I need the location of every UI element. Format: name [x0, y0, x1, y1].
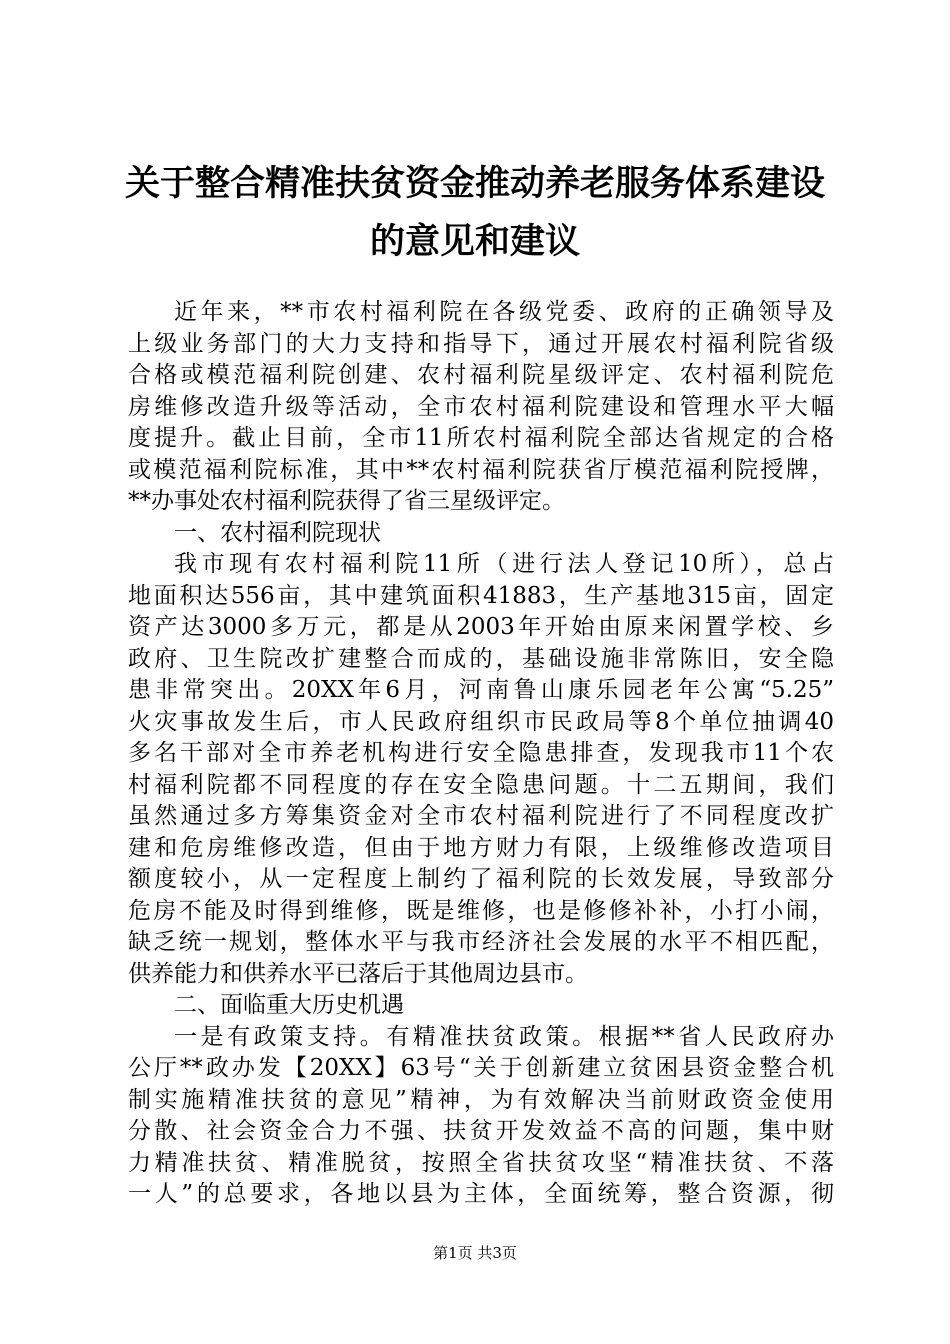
- section-heading: [128, 990, 834, 1022]
- text-line: 资产达3000多万元，都是从2003年开始由原来闲置学校、乡: [128, 614, 834, 640]
- page-footer: 第1页 共3页: [433, 1244, 517, 1262]
- text-line: 房维修改造升级等活动，全市农村福利院建设和管理水平大幅: [128, 393, 834, 420]
- text-line: 上级业务部门的大力支持和指导下，通过开展农村福利院省级: [128, 330, 834, 357]
- document-body: [128, 297, 834, 1211]
- paragraph: [128, 297, 834, 518]
- text-line: 一、农村福利院现状: [174, 519, 381, 546]
- text-line: 危房不能及时得到维修，既是维修，也是修修补补，小打小闹，: [128, 897, 834, 924]
- text-line: 多名干部对全市养老机构进行安全隐患排查，发现我市11个农: [128, 740, 834, 766]
- text-line: 合格或模范福利院创建、农村福利院星级评定、农村福利院危: [128, 362, 834, 388]
- section-heading: [128, 518, 834, 550]
- document-title: [110, 155, 840, 271]
- text-line: 我市现有农村福利院11所（进行法人登记10所），总占: [174, 551, 834, 577]
- text-line: 村福利院都不同程度的存在安全隐患问题。十二五期间，我们: [128, 771, 834, 798]
- text-line: 近年来，**市农村福利院在各级党委、政府的正确领导及: [174, 299, 834, 325]
- text-line: 公厅**政办发【20XX】63号“关于创新建立贫困县资金整合机: [128, 1055, 834, 1081]
- paragraph: [128, 1022, 834, 1211]
- title-line-1: 关于整合精准扶贫资金推动养老服务体系建设: [124, 163, 825, 204]
- text-line: 一是有政策支持。有精准扶贫政策。根据**省人民政府办: [174, 1023, 834, 1050]
- text-line: 力精准扶贫、精准脱贫，按照全省扶贫攻坚“精准扶贫、不落: [128, 1149, 834, 1176]
- text-line: 患非常突出。20XX年6月，河南鲁山康乐园老年公寓“5.25”: [128, 677, 834, 703]
- text-line: 度提升。截止目前，全市11所农村福利院全部达省规定的合格: [128, 425, 834, 451]
- text-line: 政府、卫生院改扩建整合而成的，基础设施非常陈旧，安全隐: [128, 645, 834, 672]
- text-line: 一人”的总要求，各地以县为主体，全面统筹，整合资源，彻: [128, 1181, 834, 1207]
- text-line: 额度较小，从一定程度上制约了福利院的长效发展，导致部分: [128, 866, 834, 892]
- text-line: 缺乏统一规划，整体水平与我市经济社会发展的水平不相匹配，: [128, 929, 834, 955]
- text-line: 或模范福利院标准，其中**农村福利院获省厅模范福利院授牌，: [128, 456, 834, 483]
- title-line-2: 的意见和建议: [369, 221, 580, 262]
- text-line: 制实施精准扶贫的意见”精神，为有效解决当前财政资金使用: [128, 1086, 834, 1113]
- text-line: 供养能力和供养水平已落后于其他周边县市。: [128, 960, 588, 987]
- text-line: 分散、社会资金合力不强、扶贫开发效益不高的问题，集中财: [128, 1118, 834, 1144]
- text-line: **办事处农村福利院获得了省三星级评定。: [128, 488, 565, 514]
- text-line: 地面积达556亩，其中建筑面积41883，生产基地315亩，固定: [128, 582, 834, 609]
- text-line: 虽然通过多方筹集资金对全市农村福利院进行了不同程度改扩: [128, 803, 834, 829]
- text-line: 二、面临重大历史机遇: [174, 992, 404, 1018]
- text-line: 火灾事故发生后，市人民政府组织市民政局等8个单位抽调40: [128, 708, 834, 735]
- text-line: 建和危房维修改造，但由于地方财力有限，上级维修改造项目: [128, 834, 834, 861]
- paragraph: [128, 549, 834, 990]
